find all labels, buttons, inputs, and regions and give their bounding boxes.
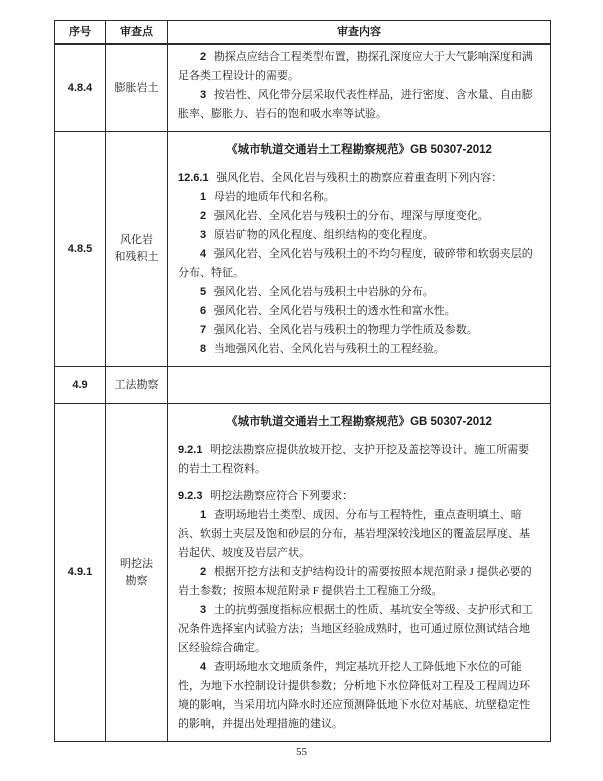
clause-paragraph xyxy=(178,441,540,479)
review-content-cell xyxy=(168,45,550,131)
review-point-text: 工法勘察 xyxy=(114,378,159,391)
row-seq-number: 4.8.4 xyxy=(67,81,93,94)
header-review-content: 审查内容 xyxy=(337,26,381,38)
paragraph-number: 9.2.3 xyxy=(178,490,203,502)
review-point-text: 膨胀岩土 xyxy=(114,81,159,94)
row-seq-cell xyxy=(55,132,106,366)
paragraph-text: 查明场地岩土类型、成因、分布与工程特性，重点查明填土、暗浜、软弱土夹层及饱和砂层的分布，基岩埋深较浅地区的覆盖层厚度、基岩起伏、坡度及岩层产状。 xyxy=(178,509,530,559)
row-seq-number: 4.9 xyxy=(72,378,88,391)
review-point-cell xyxy=(106,132,168,366)
paragraph-text: 根据开挖方法和支护结构设计的需要按照本规范附录 J 提供必要的岩土参数；按照本规范附录 F 提供岩土工程施工分级。 xyxy=(178,566,532,597)
paragraph-number: 6 xyxy=(200,305,207,317)
paragraph-number: 2 xyxy=(200,210,207,222)
review-content-cell xyxy=(168,404,550,741)
paragraph-text: 土的抗剪强度指标应根据土的性质、基坑安全等级、支护形式和工况条件选择室内试验方法；当地区经验成熟时，也可通过原位测试结合地区经验综合确定。 xyxy=(178,604,533,654)
regulation-title: 《城市轨道交通岩土工程勘察规范》GB 50307-2012 xyxy=(226,416,492,428)
review-point-cell xyxy=(106,367,168,403)
paragraph-text: 强风化岩、全风化岩与残积土的透水性和富水性。 xyxy=(213,305,456,317)
item-paragraph xyxy=(178,188,540,207)
paragraph-text: 明挖法勘察应提供放坡开挖、支护开挖及盖挖等设计、施工所需要的岩土工程资料。 xyxy=(178,444,530,475)
paragraph-text: 原岩矿物的风化程度、组织结构的变化程度。 xyxy=(213,229,434,241)
header-seq-no: 序号 xyxy=(55,21,106,43)
review-point-text: 和残积土 xyxy=(114,251,159,263)
review-point-cell xyxy=(106,404,168,741)
review-content-cell xyxy=(168,132,550,366)
review-point-text: 明挖法 xyxy=(120,557,153,570)
paragraph-text: 母岩的地质年代和名称。 xyxy=(213,191,335,203)
item-paragraph xyxy=(178,48,540,86)
paragraph-text: 当地强风化岩、全风化岩与残积土的工程经验。 xyxy=(213,343,445,355)
page-number: 55 xyxy=(296,746,307,758)
review-table xyxy=(54,20,551,742)
paragraph-text: 强风化岩、全风化岩与残积土中岩脉的分布。 xyxy=(213,286,434,298)
item-paragraph xyxy=(178,563,540,601)
item-paragraph xyxy=(178,245,540,283)
table-row xyxy=(55,367,550,404)
item-paragraph xyxy=(178,340,540,359)
paragraph-number: 7 xyxy=(200,324,207,336)
paragraph-number: 3 xyxy=(200,229,207,241)
item-paragraph xyxy=(178,601,540,658)
paragraph-number: 9.2.1 xyxy=(178,444,203,456)
item-paragraph xyxy=(178,226,540,245)
item-paragraph xyxy=(178,86,540,124)
row-seq-cell xyxy=(55,404,106,741)
item-paragraph xyxy=(178,321,540,340)
review-content-cell xyxy=(168,367,550,403)
clause-paragraph xyxy=(178,487,540,506)
paragraph-number: 2 xyxy=(200,566,207,578)
item-paragraph xyxy=(178,658,540,734)
paragraph-number: 3 xyxy=(200,89,207,101)
paragraph-text: 强风化岩、全风化岩与残积土的分布、埋深与厚度变化。 xyxy=(213,210,489,222)
paragraph-number: 2 xyxy=(200,51,207,63)
paragraph-number: 1 xyxy=(200,509,207,521)
review-point-cell xyxy=(106,45,168,131)
paragraph-number: 8 xyxy=(200,343,207,355)
paragraph-text: 查明场地水文地质条件，判定基坑开挖人工降低地下水位的可能性，为地下水控制设计提供参数；分析地下水位降低对工程及工程周边环境的影响，当采用坑内降水时还应预测降低地下水位对基底、坑壁稳定性的影响，并提出处理措施的建议。 xyxy=(178,661,530,730)
paragraph-text: 强风化岩、全风化岩与残积土的物理力学性质及参数。 xyxy=(213,324,478,336)
header-review-point: 审查点 xyxy=(106,21,168,43)
item-paragraph xyxy=(178,283,540,302)
paragraph-number: 5 xyxy=(200,286,207,298)
table-row xyxy=(55,404,550,741)
table-header-row xyxy=(55,21,550,45)
paragraph-text: 强风化岩、全风化岩与残积土的勘察应着重查明下列内容： xyxy=(216,172,503,184)
row-seq-cell xyxy=(55,45,106,131)
item-paragraph xyxy=(178,302,540,321)
row-seq-number: 4.8.5 xyxy=(67,242,93,255)
paragraph-number: 1 xyxy=(200,191,207,203)
row-seq-number: 4.9.1 xyxy=(67,566,93,578)
review-point-text: 风化岩 xyxy=(120,234,153,246)
paragraph-number: 3 xyxy=(200,604,207,616)
paragraph-text: 勘探点应结合工程类型布置，勘探孔深度应大于大气影响深度和满足各类工程设计的需要。 xyxy=(178,51,533,82)
review-point-text: 勘察 xyxy=(125,574,148,587)
review-table-body xyxy=(55,45,550,741)
table-row xyxy=(55,132,550,367)
item-paragraph xyxy=(178,207,540,226)
paragraph-number: 4 xyxy=(200,248,207,260)
regulation-title: 《城市轨道交通岩土工程勘察规范》GB 50307-2012 xyxy=(226,144,492,156)
paragraph-text: 按岩性、风化带分层采取代表性样品，进行密度、含水量、自由膨胀率、膨胀力、岩石的饱和吸水率等试验。 xyxy=(178,89,533,120)
paragraph-number: 12.6.1 xyxy=(178,172,209,184)
row-seq-cell xyxy=(55,367,106,403)
paragraph-number: 4 xyxy=(200,661,207,673)
paragraph-text: 明挖法勘察应符合下列要求： xyxy=(210,490,354,502)
item-paragraph xyxy=(178,506,540,563)
paragraph-text: 强风化岩、全风化岩与残积土的不均匀程度，破碎带和软弱夹层的分布、特征。 xyxy=(178,248,533,279)
table-row xyxy=(55,45,550,132)
clause-paragraph xyxy=(178,169,540,188)
